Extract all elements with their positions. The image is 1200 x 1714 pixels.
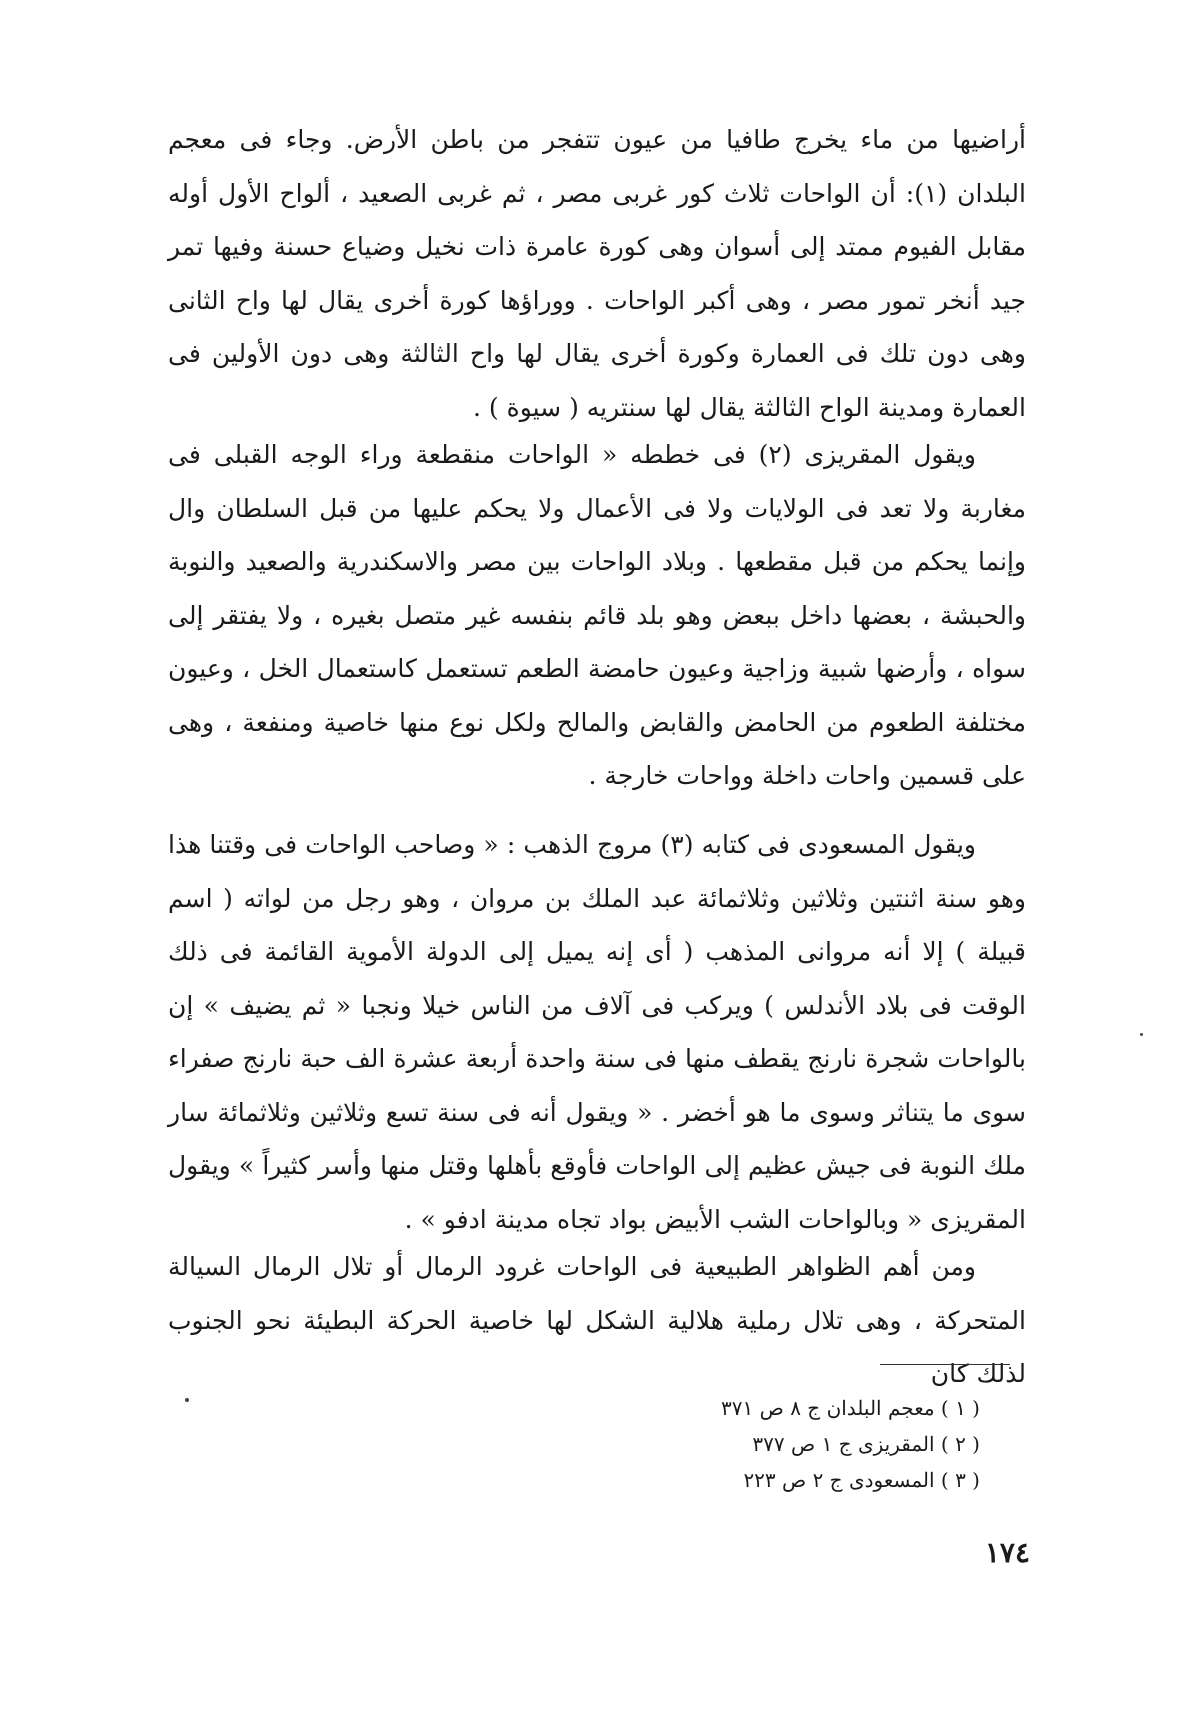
footnote-3: ( ٣ ) المسعودى ج ٢ ص ٢٢٣ [743, 1468, 980, 1492]
paragraph-2: ويقول المقريزى (٢) فى خططه « الواحات منقطعة وراء الوجه القبلى فى مغاربة ولا تعد فى الولايات ولا فى الأعمال ولا يحكم عليها من قبل السلطان وال وإنما يحكم من قبل مقطعها . وبلاد الواحات بين مصر والاسكندرية والصعيد والنوبة والحبشة ، بعضها داخل ببعض وهو بلد قائم بنفسه غير متصل بغيره ، ولا يفتقر إلى سواه ، وأرضها شبية وزاجية وعيون حامضة الطعم تستعمل كاستعمال الخل ، وعيون مختلفة الطعوم من الحامض والقابض والمالح ولكل نوع منها خاصية ومنفعة ، وهى على قسمين واحات داخلة وواحات خارجة . [168, 440, 1026, 790]
paragraph-1: أراضيها من ماء يخرج طافيا من عيون تتفجر من باطن الأرض. وجاء فى معجم البلدان (١): أن الواحات ثلاث كور غربى مصر ، ثم غربى الصعيد ، ألواح الأول أوله مقابل الفيوم ممتد إلى أسوان وهى كورة عامرة ذات نخيل وضياع حسنة وفيها تمر جيد أنخر تمور مصر ، وهى أكبر الواحات . ووراؤها كورة أخرى يقال لها واح الثانى وهى دون تلك فى العمارة وكورة أخرى يقال لها واح الثالثة وهى دون الأولين فى العمارة ومدينة الواح الثالثة يقال لها سنتريه ( سيوة ) . [168, 125, 1026, 422]
footnote-separator [880, 1364, 1010, 1365]
footnotes [600, 1390, 980, 1498]
footnote-2: ( ٢ ) المقريزى ج ١ ص ٣٧٧ [752, 1432, 980, 1456]
scan-speck [185, 1398, 189, 1402]
paragraph-4: ومن أهم الظواهر الطبيعية فى الواحات غرود الرمال أو تلال الرمال السيالة المتحركة ، وهى تلال رملية هلالية الشكل لها خاصية الحركة البطيئة نحو الجنوب لذلك كان [168, 1252, 1026, 1388]
paragraph-3: ويقول المسعودى فى كتابه (٣) مروج الذهب : « وصاحب الواحات فى وقتنا هذا وهو سنة اثنتين وثلاثين وثلاثمائة عبد الملك بن مروان ، وهو رجل من لواته ( اسم قبيلة ) إلا أنه مروانى المذهب ( أى إنه يميل إلى الدولة الأموية القائمة فى ذلك الوقت فى بلاد الأندلس ) ويركب فى آلاف من الناس خيلا ونجبا « ثم يضيف » إن بالواحات شجرة نارنج يقطف منها فى سنة واحدة أربعة عشرة الف حبة نارنج صفراء سوى ما يتناثر وسوى ما هو أخضر . « ويقول أنه فى سنة تسع وثلاثين وثلاثمائة سار ملك النوبة فى جيش عظيم إلى الواحات فأوقع بأهلها وقتل منها وأسر كثيراً » ويقول المقريزى « وبالواحات الشب الأبيض بواد تجاه مدينة ادفو » . [168, 830, 1026, 1234]
scan-speck [1140, 1033, 1143, 1036]
footnote-1: ( ١ ) معجم البلدان ج ٨ ص ٣٧١ [721, 1396, 980, 1420]
page-number: ١٧٤ [984, 1536, 1030, 1569]
